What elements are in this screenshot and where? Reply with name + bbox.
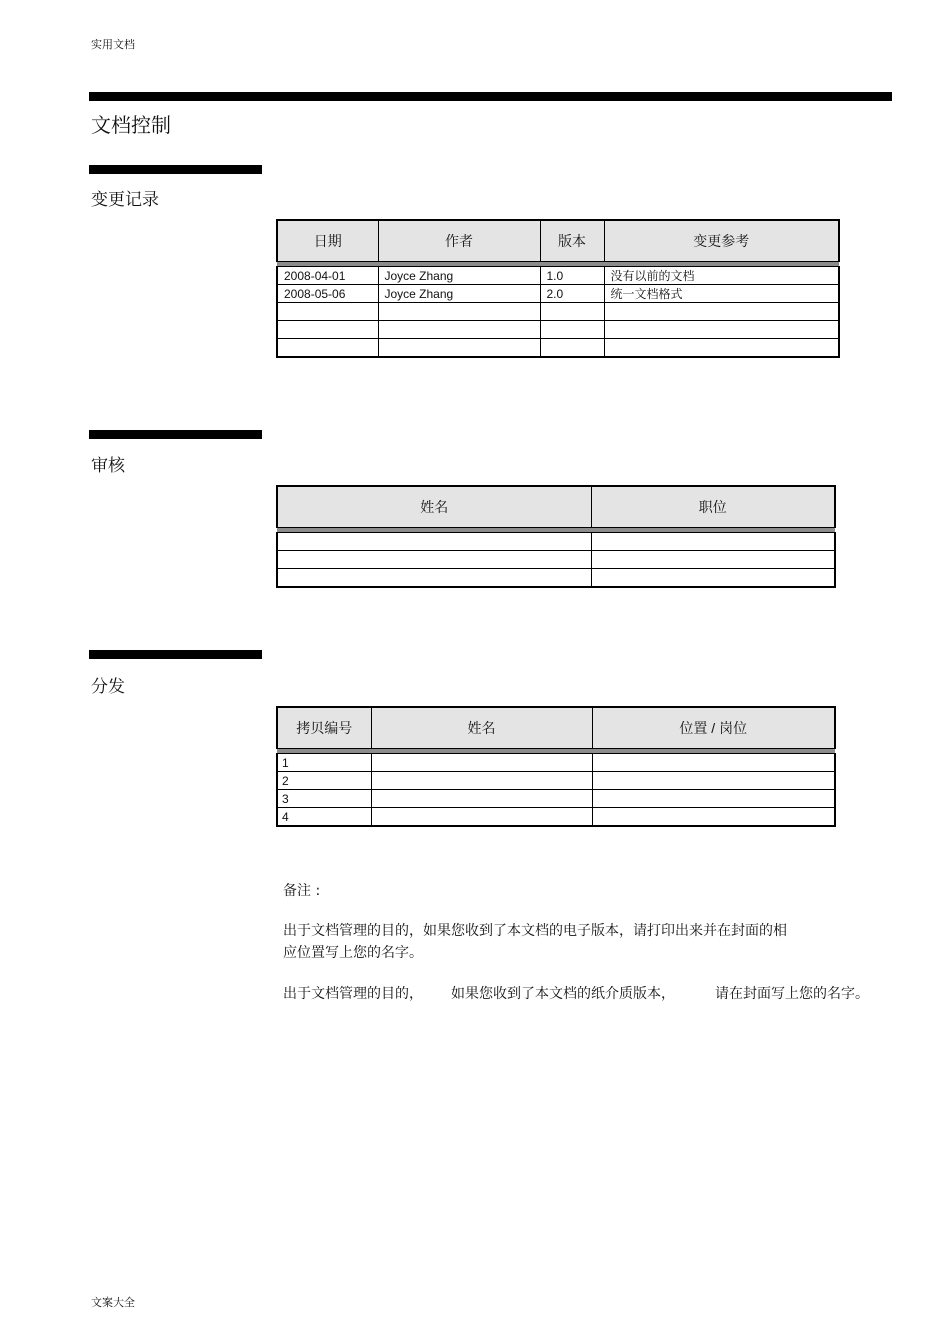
cell-copy-number: 2 <box>277 772 371 790</box>
cell-position <box>591 569 835 588</box>
table-row <box>277 533 835 551</box>
cell-version <box>540 303 604 321</box>
cell-date: 2008-04-01 <box>277 267 378 285</box>
notes-paragraph-1 <box>283 920 787 964</box>
cell-date <box>277 339 378 358</box>
cell-change-ref: 统一文档格式 <box>604 285 839 303</box>
change-log-table <box>276 219 840 358</box>
table-header-row <box>277 486 835 528</box>
cell-position <box>591 533 835 551</box>
column-header-change-ref: 变更参考 <box>604 220 839 262</box>
column-header-date: 日期 <box>277 220 378 262</box>
column-header-position: 职位 <box>591 486 835 528</box>
cell-version <box>540 339 604 358</box>
column-header-copy-number: 拷贝编号 <box>277 707 371 749</box>
cell-name <box>277 569 591 588</box>
cell-position <box>591 551 835 569</box>
notes-paragraph-2-part-2: 如果您收到了本文档的纸介质版本， <box>451 986 675 1002</box>
notes-paragraph-2 <box>283 983 869 1005</box>
cell-author <box>378 321 540 339</box>
table-header-row <box>277 220 839 262</box>
section-title-review: 审核 <box>91 456 125 476</box>
cell-change-ref <box>604 303 839 321</box>
column-header-location: 位置 / 岗位 <box>592 707 835 749</box>
table-header-row <box>277 707 835 749</box>
cell-name <box>277 551 591 569</box>
cell-name <box>371 772 592 790</box>
column-header-name: 姓名 <box>277 486 591 528</box>
notes-paragraph-1-line-2: 应位置写上您的名字。 <box>283 945 423 961</box>
cell-name <box>371 754 592 772</box>
cell-version: 2.0 <box>540 285 604 303</box>
cell-version: 1.0 <box>540 267 604 285</box>
notes-label: 备注 : <box>283 883 321 899</box>
cell-date: 2008-05-06 <box>277 285 378 303</box>
distribution-table <box>276 706 836 827</box>
cell-name <box>277 533 591 551</box>
cell-version <box>540 321 604 339</box>
cell-change-ref <box>604 339 839 358</box>
cell-date <box>277 303 378 321</box>
notes-paragraph-2-part-1: 出于文档管理的目的， <box>283 986 423 1002</box>
section-title-distribution: 分发 <box>91 677 125 697</box>
section-rule-distribution <box>89 650 262 659</box>
table-row <box>277 569 835 588</box>
section-title-change-log: 变更记录 <box>91 190 159 210</box>
cell-copy-number: 3 <box>277 790 371 808</box>
column-header-name: 姓名 <box>371 707 592 749</box>
cell-change-ref <box>604 321 839 339</box>
table-row <box>277 303 839 321</box>
cell-author: Joyce Zhang <box>378 285 540 303</box>
section-rule-change-log <box>89 165 262 174</box>
cell-location <box>592 790 835 808</box>
cell-copy-number: 4 <box>277 808 371 827</box>
page-footer: 文案大全 <box>91 1296 135 1309</box>
cell-location <box>592 754 835 772</box>
cell-location <box>592 808 835 827</box>
section-rule-review <box>89 430 262 439</box>
review-table <box>276 485 836 588</box>
table-row <box>277 339 839 358</box>
table-row <box>277 754 835 772</box>
table-row <box>277 267 839 285</box>
page-title: 文档控制 <box>91 113 171 137</box>
column-header-version: 版本 <box>540 220 604 262</box>
cell-author <box>378 339 540 358</box>
table-row <box>277 772 835 790</box>
cell-name <box>371 790 592 808</box>
cell-change-ref: 没有以前的文档 <box>604 267 839 285</box>
cell-copy-number: 1 <box>277 754 371 772</box>
table-row <box>277 808 835 827</box>
notes-paragraph-1-line-1: 出于文档管理的目的，如果您收到了本文档的电子版本，请打印出来并在封面的相 <box>283 923 787 939</box>
table-row <box>277 321 839 339</box>
table-row <box>277 790 835 808</box>
cell-author <box>378 303 540 321</box>
notes-paragraph-2-part-3: 请在封面写上您的名字。 <box>715 986 869 1002</box>
page-header: 实用文档 <box>91 38 135 51</box>
table-row <box>277 285 839 303</box>
cell-name <box>371 808 592 827</box>
cell-date <box>277 321 378 339</box>
column-header-author: 作者 <box>378 220 540 262</box>
title-rule <box>89 92 892 101</box>
cell-author: Joyce Zhang <box>378 267 540 285</box>
cell-location <box>592 772 835 790</box>
table-row <box>277 551 835 569</box>
